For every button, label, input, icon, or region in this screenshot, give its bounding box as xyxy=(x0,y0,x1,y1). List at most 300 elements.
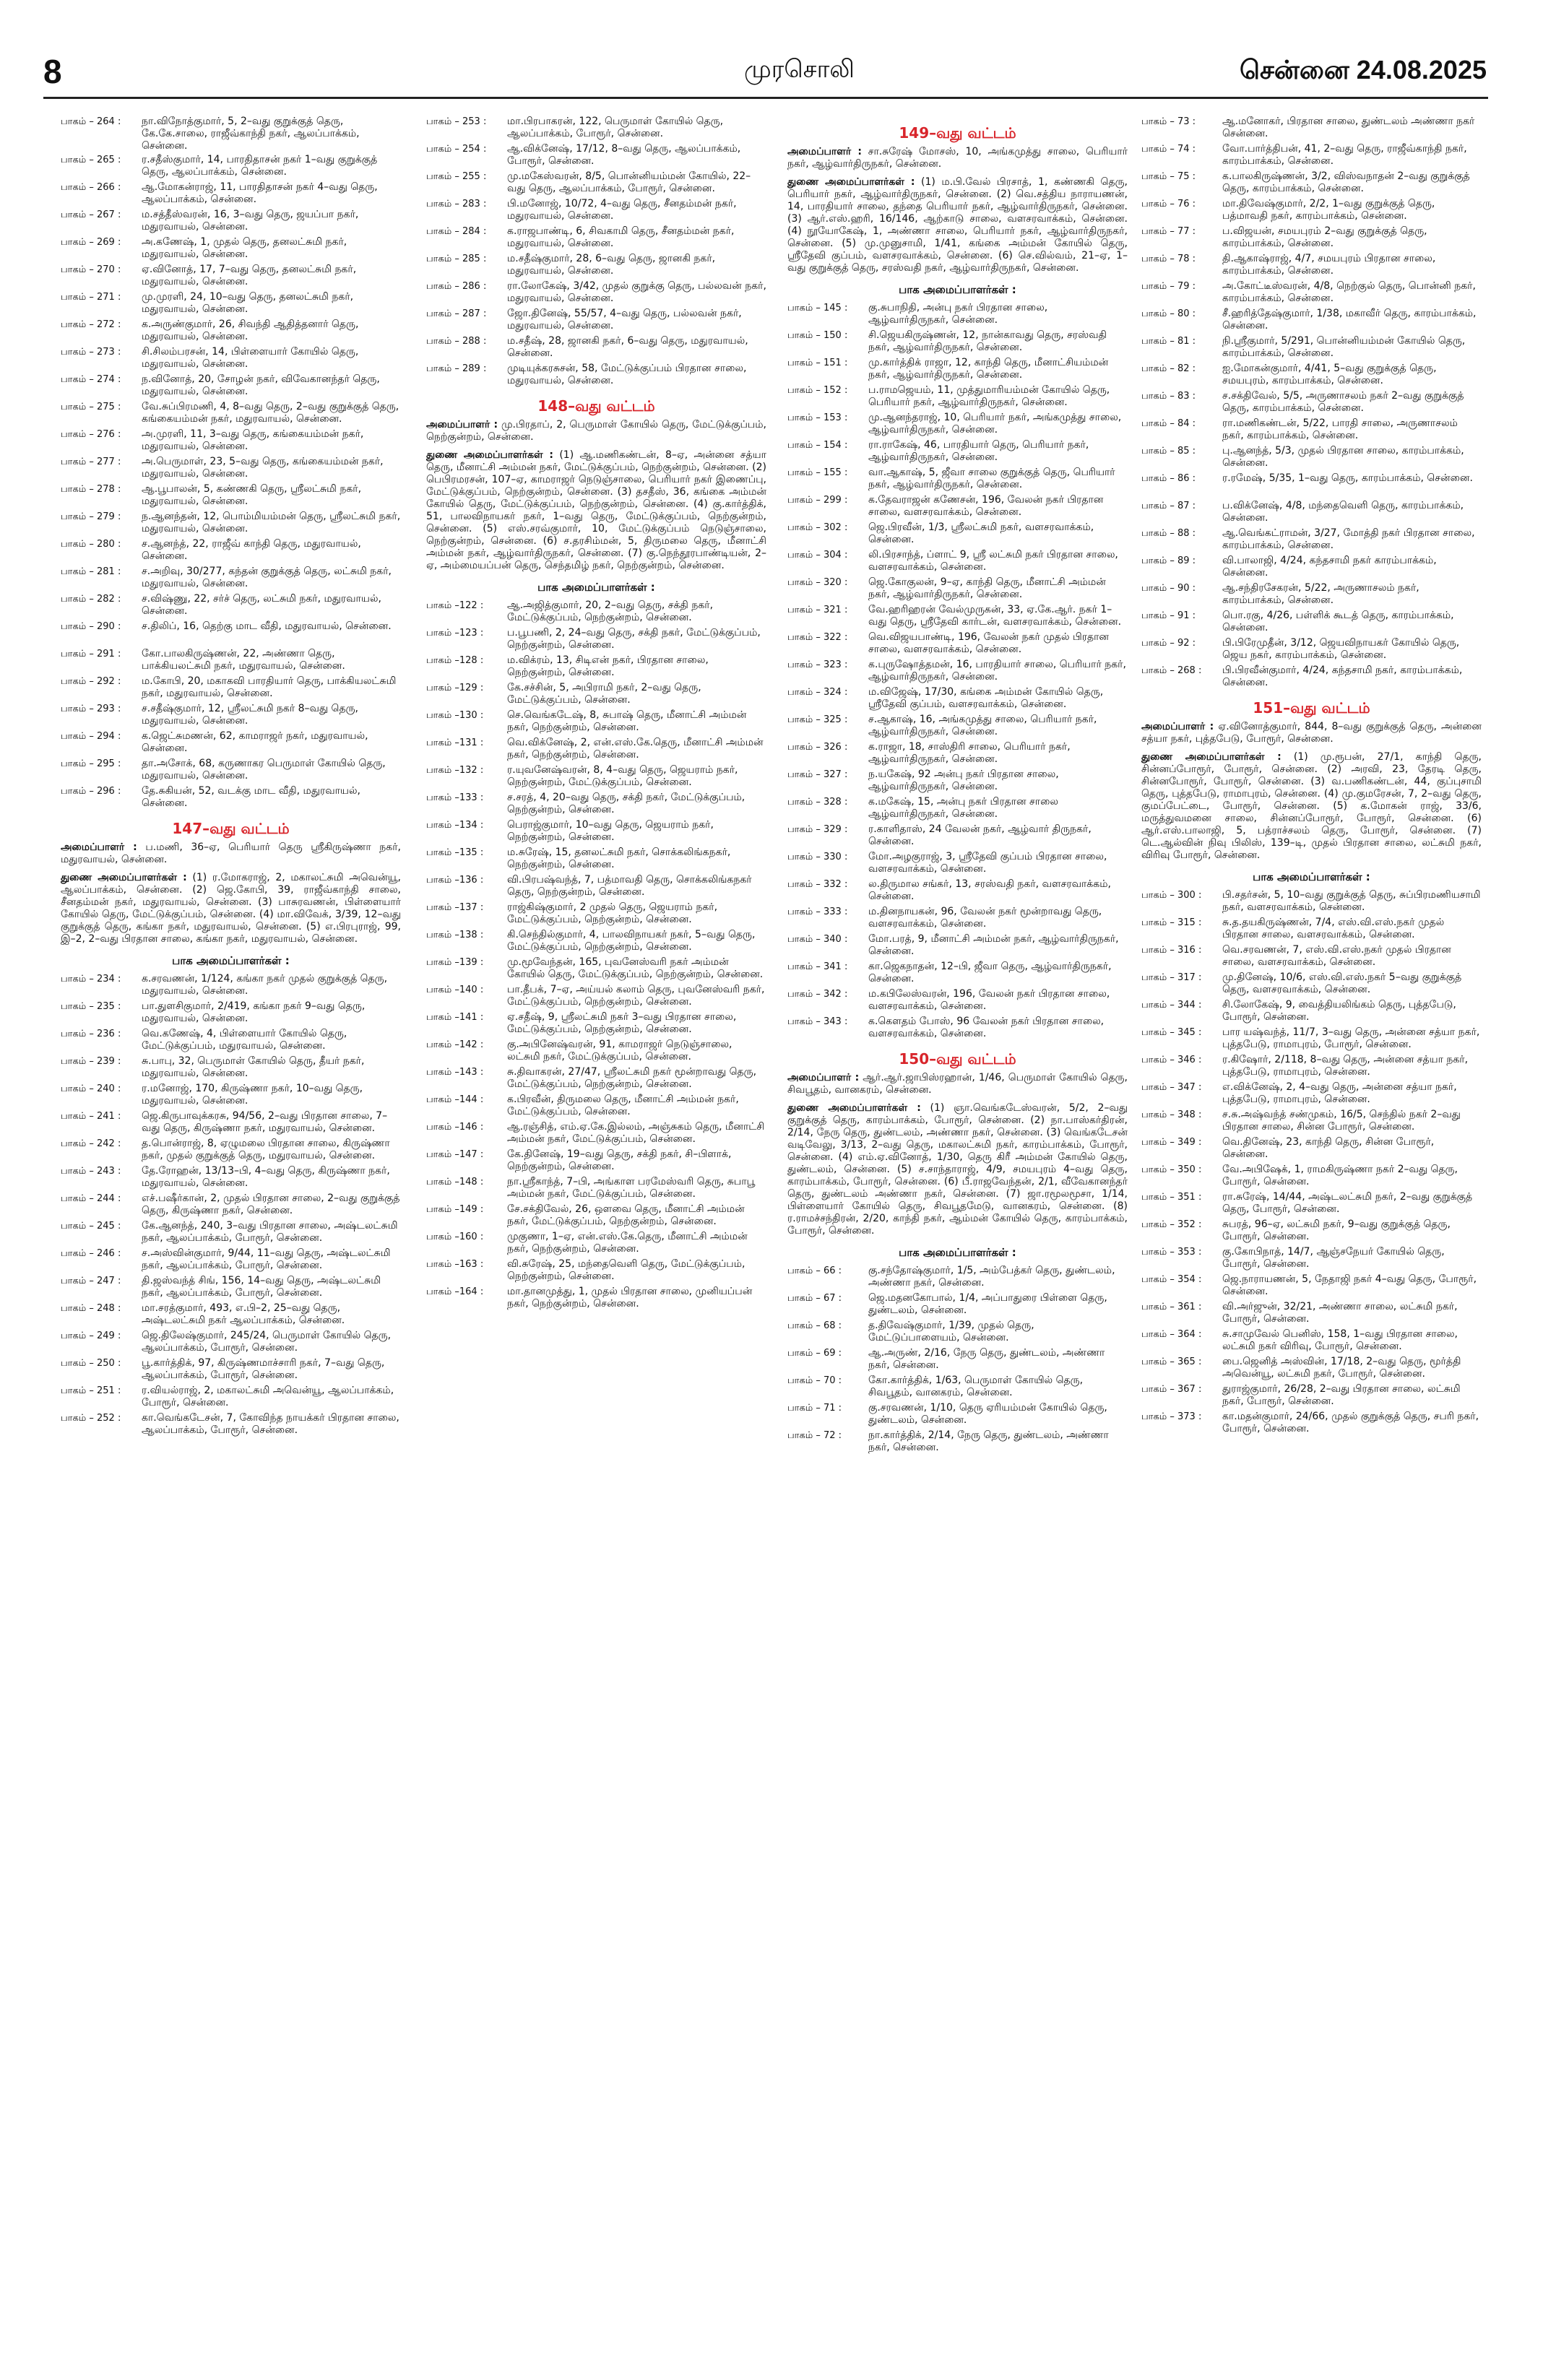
booth-organizer-address: வே.அபிஷேக், 1, ராமகிருஷ்ணா நகர் 2–வது தெரு, போரூர், சென்னை. xyxy=(1222,1164,1458,1187)
booth-organizer-address: ல.திருமால சங்கர், 13, சரஸ்வதி நகர், வளசரவாக்கம், சென்னை. xyxy=(868,878,1111,902)
booth-organizer-address: சி.சிலம்பரசன், 14, பிள்ளையார் கோயில் தெரு, மதுரவாயல், சென்னை. xyxy=(142,346,359,370)
ward-151-heading: 151–வது வட்டம் xyxy=(1253,699,1370,717)
booth-number: பாகம் – 327 : xyxy=(787,769,848,780)
booth-number: பாகம் – 85 : xyxy=(1141,446,1196,456)
booth-organizer-address: ச.சக்திவேல், 5/5, அருணாசலம் நகர் 2–வது குறுக்குத் தெரு, காரம்பாக்கம், சென்னை. xyxy=(1222,390,1464,414)
booth-organizer-address: பா.துளசிகுமார், 2/419, கங்கா நகர் 9–வது தெரு, மதுரவாயல், சென்னை. xyxy=(142,1000,366,1024)
booth-number: பாகம் – 82 : xyxy=(1141,363,1196,374)
booth-number: பாகம் – 286 : xyxy=(426,281,487,292)
ward-147-heading: 147–வது வட்டம் xyxy=(172,820,290,837)
booth-organizer-address: ம.சுரேஷ், 15, தனலட்சுமி நகர், சொக்கலிங்கநகர், நெற்குன்றம், சென்னை. xyxy=(507,847,731,870)
booth-number: பாகம் – 72 : xyxy=(787,1430,842,1441)
booth-number: பாகம் –122 : xyxy=(426,600,484,611)
booth-organizer-address: நா.கார்த்திக், 2/14, நேரு தெரு, துண்டலம், அண்ணா நகர், சென்னை. xyxy=(868,1429,1109,1453)
booth-entry xyxy=(426,709,766,735)
booth-number: பாகம் –128 : xyxy=(426,655,484,666)
booth-entry xyxy=(426,764,766,790)
booth-number: பாகம் – 81 : xyxy=(1141,336,1196,347)
booth-organizer-address: லி.பிரசாந்த், ப்ளாட் 9, ஸ்ரீ லட்சுமி நகர் பிரதான சாலை, வளசரவாக்கம், சென்னை. xyxy=(868,549,1118,573)
booth-entry xyxy=(1141,1054,1482,1080)
booth-entry xyxy=(1141,417,1482,443)
booth-number: பாகம் –164 : xyxy=(426,1286,484,1297)
booth-number: பாகம் – 341 : xyxy=(787,961,848,972)
booth-entry xyxy=(61,511,401,537)
booth-number: பாகம் – 346 : xyxy=(1141,1055,1202,1065)
booth-number: பாகம் – 269 : xyxy=(61,237,121,248)
booth-number: பாகம் – 239 : xyxy=(61,1056,121,1067)
booth-organizer-address: ஆ.அஜித்குமார், 20, 2–வது தெரு, சக்தி நகர், மேட்டுக்குப்பம், நெற்குன்றம், சென்னை. xyxy=(507,600,714,623)
booth-number: பாகம் – 353 : xyxy=(1141,1247,1202,1258)
ward-149-heading: 149–வது வட்டம் xyxy=(899,124,1016,142)
booth-number: பாகம் – 326 : xyxy=(787,742,848,753)
booth-number: பாகம் –143 : xyxy=(426,1067,484,1078)
booth-organizer-address: ம.சத்தீஸ்வரன், 16, 3–வது தெரு, ஜயப்பா நகர், மதுரவாயல், சென்னை. xyxy=(142,209,359,233)
booth-entry xyxy=(426,984,766,1010)
ward-147-booth-heading: பாக அமைப்பாளர்கள் : xyxy=(172,954,290,967)
booth-number: பாகம் – 299 : xyxy=(787,495,848,506)
booth-organizer-address: ர.மனோஜ், 170, கிருஷ்ணா நகர், 10–வது தெரு, மதுரவாயல், சென்னை. xyxy=(142,1083,363,1107)
booth-entry xyxy=(426,901,766,927)
booth-number: பாகம் – 245 : xyxy=(61,1221,121,1232)
booth-number: பாகம் – 340 : xyxy=(787,934,848,945)
booth-organizer-address: ர.சதீஸ்குமார், 14, பாரதிதாசன் நகர் 1–வது குறுக்குத் தெரு, ஆலப்பாக்கம், சென்னை. xyxy=(142,154,378,178)
booth-organizer-address: ஆ.அருண், 2/16, நேரு தெரு, துண்டலம், அண்ணா நகர், சென்னை. xyxy=(868,1347,1105,1371)
booth-number: பாகம் – 90 : xyxy=(1141,583,1196,594)
booth-number: பாகம் – 154 : xyxy=(787,440,848,451)
booth-number: பாகம் – 352 : xyxy=(1141,1219,1202,1230)
booth-entry xyxy=(1141,445,1482,471)
booth-entry xyxy=(426,170,766,196)
booth-number: பாகம் –163 : xyxy=(426,1259,484,1270)
booth-organizer-address: தே.ரோஹன், 13/13–பி, 4–வது தெரு, கிருஷ்ணா நகர், மதுரவாயல், சென்னை. xyxy=(142,1165,390,1189)
booth-number: பாகம் – 282 : xyxy=(61,594,121,605)
booth-entry xyxy=(61,758,401,784)
booth-entry xyxy=(787,1292,1128,1318)
booth-organizer-address: க.ராஜா, 18, சாஸ்திரி சாலை, பெரியார் நகர், ஆழ்வார்திருநகர், சென்னை. xyxy=(868,741,1071,765)
booth-organizer-address: மோ.அழகுராஜ், 3, ஸ்ரீதேவி குப்பம் பிரதான சாலை, வளசரவாக்கம், சென்னை. xyxy=(868,851,1107,875)
booth-organizer-address: கு.கோபிநாத், 14/7, ஆஞ்சநேயர் கோயில் தெரு, போரூர், சென்னை. xyxy=(1222,1246,1445,1270)
booth-number: பாகம் –148 : xyxy=(426,1177,484,1187)
booth-entry xyxy=(787,522,1128,548)
booth-entry xyxy=(1141,1356,1482,1382)
booth-number: பாகம் – 150 : xyxy=(787,330,848,341)
booth-entry xyxy=(787,961,1128,987)
booth-organizer-address: க.பாலகிருஷ்ணன், 3/2, விஸ்வநாதன் 2–வது குறுக்குத் தெரு, காரம்பாக்கம், சென்னை. xyxy=(1222,170,1470,194)
booth-number: பாகம் –144 : xyxy=(426,1094,484,1105)
booth-organizer-address: மு.ஆனந்தராஜ், 10, பெரியார் நகர், அங்கமுத்து சாலை, ஆழ்வார்திருநகர், சென்னை. xyxy=(868,412,1122,436)
ward-147-deputies: துணை அமைப்பாளர்கள் : (1) ர.மோகராஜ், 2, மகாலட்சுமி அவென்யூ, ஆலப்பாக்கம், சென்னை. (2) ஜெ.கோபி, 39, ராஜீவ்காந்தி சாலை, சீனதம்மன் நகர், மதுரவாயல், சென்னை. (3) பாசுரவணன், பிள்ளையார் கோயில் தெரு, மேட்டுக்குப்பம், சென்னை. (4) மா.விவேக், 3/39, 12–வது குறுக்குத் தெரு, கங்கா நகர், மதுரவாயல், சென்னை. (5) எ.பிரபுராஜ், 99, இ–2, 2–வது பிரதான சாலை, கங்கா நகர், மதுரவாயல், சென்னை. xyxy=(61,872,401,945)
booth-organizer-address: கே.தினேஷ், 19–வது தெரு, சக்தி நகர், சி–பிளாக், நெற்குன்றம், சென்னை. xyxy=(507,1148,732,1172)
booth-organizer-address: வி.சுரேஷ், 25, மந்தைவெளி தெரு, மேட்டுக்குப்பம், நெற்குன்றம், சென்னை. xyxy=(507,1258,745,1282)
booth-number: பாகம் – 373 : xyxy=(1141,1411,1202,1422)
booth-entry xyxy=(1141,999,1482,1025)
booth-number: பாகம் – 241 : xyxy=(61,1111,121,1122)
booth-organizer-address: ராஜ்கிஷ்குமார், 2 முதல் தெரு, ஜெயராம் நகர், மேட்டுக்குப்பம், நெற்குன்றம், சென்னை. xyxy=(507,901,718,925)
booth-entry xyxy=(61,648,401,674)
booth-number: பாகம் – 243 : xyxy=(61,1166,121,1177)
booth-entry xyxy=(1141,198,1482,224)
booth-organizer-address: அ.கணேஷ், 1, முதல் தெரு, தனலட்சுமி நகர், மதுரவாயல், சென்னை. xyxy=(142,236,347,260)
booth-entry xyxy=(61,1357,401,1383)
booth-organizer-address: ஜெ.மதனகோபால், 1/4, அப்பாதுரை பிள்ளை தெரு, துண்டலம், சென்னை. xyxy=(868,1292,1107,1316)
booth-entry xyxy=(1141,527,1482,553)
booth-entry xyxy=(787,796,1128,822)
booth-organizer-address: ஆ.மனோகர், பிரதான சாலை, துண்டலம் அண்ணா நகர் சென்னை. xyxy=(1222,116,1475,139)
booth-entry xyxy=(426,956,766,982)
booth-organizer-address: ர.யுவனேஷ்வரன், 8, 4–வது தெரு, ஜெயராம் நகர், நெற்குன்றம், மேட்டுக்குப்பம், சென்னை. xyxy=(507,764,738,788)
booth-entry xyxy=(426,1176,766,1202)
booth-organizer-address: அ.பெருமாள், 23, 5–வது தெரு, கங்கையம்மன் நகர், மதுரவாயல், சென்னை. xyxy=(142,456,384,480)
booth-number: பாகம் – 151 : xyxy=(787,358,848,368)
booth-organizer-address: ச.அஸ்வின்குமார், 9/44, 11–வது தெரு, அஷ்டலட்சுமி நகர், ஆலப்பாக்கம், போரூர், சென்னை. xyxy=(142,1247,391,1271)
booth-organizer-address: த.திவேஷ்குமார், 1/39, முதல் தெரு, மேட்டுப்பாளையம், சென்னை. xyxy=(868,1320,1034,1343)
booth-entry xyxy=(426,847,766,873)
booth-organizer-address: கோ.கார்த்திக், 1/63, பெருமாள் கோயில் தெரு, சிவபூதம், வானகரம், சென்னை. xyxy=(868,1375,1084,1398)
booth-number: பாகம் – 280 : xyxy=(61,539,121,550)
booth-organizer-address: மு.மகேஸ்வரன், 8/5, பொன்னியம்மன் கோயில், 22–வது தெரு, ஆலப்பாக்கம், போரூர், சென்னை. xyxy=(507,170,751,194)
booth-organizer-address: மா.சரத்குமார், 493, எ.பி–2, 25–வது தெரு, அஷ்டலட்சுமி நகர் ஆலப்பாக்கம், சென்னை. xyxy=(142,1302,345,1326)
booth-number: பாகம் – 74 : xyxy=(1141,144,1196,155)
booth-number: பாகம் – 265 : xyxy=(61,155,121,165)
booth-entry xyxy=(426,819,766,845)
booth-number: பாகம் – 79 : xyxy=(1141,281,1196,292)
booth-organizer-address: பி.பிரேமுதீன், 3/12, ஜெயவிநாயகர் கோயில் தெரு, ஜெய நகர், காரம்பாக்கம், சென்னை. xyxy=(1222,637,1460,661)
booth-organizer-address: ஆ.விக்னேஷ், 17/12, 8–வது தெரு, ஆலப்பாக்கம், போரூர், சென்னை. xyxy=(507,143,741,167)
booth-organizer-address: அ.கோட்டீஸ்வரன், 4/8, நெற்குல் தெரு, பொன்னி நகர், காரம்பாக்கம், சென்னை. xyxy=(1222,280,1476,304)
booth-number: பாகம் – 316 : xyxy=(1141,945,1202,956)
booth-organizer-address: ம.கபிலேஸ்வரன், 196, வேலன் நகர் பிரதான சாலை, வளசரவாக்கம், சென்னை. xyxy=(868,988,1110,1012)
booth-entry xyxy=(787,1016,1128,1042)
booth-number: பாகம் –123 : xyxy=(426,628,484,639)
booth-number: பாகம் –131 : xyxy=(426,737,484,748)
booth-entry xyxy=(1141,1411,1482,1437)
booth-entry xyxy=(787,384,1128,410)
booth-entry xyxy=(61,373,401,399)
booth-organizer-address: கி.செந்தில்குமார், 4, பாலவிநாயகர் நகர், 5–வது தெரு, மேட்டுக்குப்பம், நெற்குன்றம், சென்னை. xyxy=(507,929,756,953)
booth-entry xyxy=(61,1083,401,1109)
booth-entry xyxy=(787,1347,1128,1373)
booth-entry xyxy=(787,439,1128,465)
booth-number: பாகம் – 321 : xyxy=(787,605,848,615)
booth-entry xyxy=(787,1429,1128,1455)
booth-organizer-address: ரா.லோகேஷ், 3/42, முதல் குறுக்கு தெரு, பல்லவன் நகர், மதுரவாயல், சென்னை. xyxy=(507,280,766,304)
booth-entry xyxy=(61,620,401,646)
booth-organizer-address: பூ.கார்த்திக், 97, கிருஷ்ணமாச்சாரி நகர், 7–வது தெரு, ஆலப்பாக்கம், போரூர், சென்னை. xyxy=(142,1357,385,1381)
booth-number: பாகம் – 236 : xyxy=(61,1029,121,1039)
booth-number: பாகம் –142 : xyxy=(426,1039,484,1050)
booth-entry xyxy=(426,682,766,708)
booth-entry xyxy=(426,308,766,334)
booth-entry xyxy=(61,1385,401,1411)
column-4 xyxy=(1141,116,1482,2366)
booth-organizer-address: ச.ஆகாஷ், 16, அங்கமுத்து சாலை, பெரியார் நகர், ஆழ்வார்திருநகர், சென்னை. xyxy=(868,714,1097,737)
booth-organizer-address: கே.ஆனந்த், 240, 3–வது பிரதான சாலை, அஷ்டலட்சுமி நகர், ஆலப்பாக்கம், போரூர், சென்னை. xyxy=(142,1220,398,1244)
booth-organizer-address: துராஜ்குமார், 26/28, 2–வது பிரதான சாலை, லட்சுமி நகர், போரூர், சென்னை. xyxy=(1222,1383,1461,1407)
booth-number: பாகம் – 348 : xyxy=(1141,1109,1202,1120)
booth-entry xyxy=(1141,1328,1482,1354)
booth-organizer-address: பி.சதர்சன், 5, 10–வது குறுக்குத் தெரு, சுப்பிரமணியசாமி நகர், வளசரவாக்கம், சென்னை. xyxy=(1222,889,1481,913)
booth-number: பாகம் – 325 : xyxy=(787,714,848,725)
booth-organizer-address: கு.சுபாநிதி, அன்பு நகர் பிரதான சாலை, ஆழ்வார்திருநகர், சென்னை. xyxy=(868,302,1048,326)
booth-number: பாகம் – 342 : xyxy=(787,989,848,1000)
booth-entry xyxy=(1141,582,1482,608)
booth-number: பாகம் – 274 : xyxy=(61,374,121,385)
booth-organizer-address: ச.அறிவு, 30/277, கந்தன் குறுக்குத் தெரு, லட்சுமி நகர், மதுரவாயல், சென்னை. xyxy=(142,566,392,589)
booth-number: பாகம் – 294 : xyxy=(61,731,121,742)
booth-entry xyxy=(61,1302,401,1328)
booth-organizer-address: ஜெ.கோகுலன், 9–ஏ, காந்தி தெரு, மீனாட்சி அம்மன் நகர், ஆழ்வார்திருநகர், சென்னை. xyxy=(868,576,1106,600)
booth-entry xyxy=(61,1165,401,1191)
booth-organizer-address: முடியுக்கரசுசன், 58, மேட்டுக்குப்பம் பிரதான சாலை, மதுரவாயல், சென்னை. xyxy=(507,363,747,386)
booth-organizer-address: க.ஜெட்சுமணன், 62, காமராஜர் நகர், மதுரவாயல், சென்னை. xyxy=(142,730,368,754)
booth-number: பாகம் – 283 : xyxy=(426,199,487,209)
booth-organizer-address: பா.தீபக், 7–ஏ, அய்யல் கலாம் தெரு, புவனேஸ்வரி நகர், மேட்டுக்குப்பம், நெற்குன்றம், சென்னை. xyxy=(507,984,765,1008)
ward-150-organizer: அமைப்பாளர் : ஆர்.ஆர்.ஜாபிஸ்ரஹான், 1/46, பெருமாள் கோயில் தெரு, சிவபூதம், வானகரம், சென்னை. xyxy=(787,1072,1128,1096)
booth-entry xyxy=(787,823,1128,849)
ward-148-organizer: அமைப்பாளர் : மு.பிரதாப், 2, பெருமாள் கோயில் தெரு, மேட்டுக்குப்பம், நெற்குன்றம், சென்னை. xyxy=(426,419,766,443)
booth-number: பாகம் – 367 : xyxy=(1141,1384,1202,1395)
booth-number: பாகம் – 276 : xyxy=(61,429,121,440)
booth-entry xyxy=(426,225,766,251)
booth-entry xyxy=(1141,472,1482,498)
booth-organizer-address: ந.வினோத், 20, சோழன் நகர், விவேகானந்தர் தெரு, மதுரவாயல், சென்னை. xyxy=(142,373,380,397)
booth-number: பாகம் – 332 : xyxy=(787,879,848,890)
booth-number: பாகம் – 255 : xyxy=(426,171,487,182)
ward-149-deputies: துணை அமைப்பாளர்கள் : (1) ம.பி.வேல் பிரசாத், 1, கண்ணகி தெரு, பெரியார் நகர், ஆழ்வார்திருநகர், சென்னை. (2) வெ.சத்திய நாராயணன், 14, பாரதியார் சாலை, தந்தை பெரியார் நகர், ஆழ்வார்திருநகர், சென்னை. (3) ஆர்.எஸ்.ஹரி, 16/146, ஆற்காடு சாலை, வளசரவாக்கம், சென்னை. (4) நூயோகேஷ், 1, அண்ணா சாலை, பெரியார் நகர், ஆழ்வார்திருநகர், சென்னை. (5) மு.முனுசாமி, 1/41, கங்கை அம்மன் கோயில் தெரு, ஸ்ரீதேவி குப்பம், வளசரவாக்கம், சென்னை. (6) செ.வில்வம், 21–ஏ, 1–வது குறுக்குத் தெரு, சரஸ்வதி நகர், ஆழ்வார்திருநகர், சென்னை. xyxy=(787,176,1128,274)
booth-number: பாகம் – 88 : xyxy=(1141,528,1196,539)
booth-number: பாகம் – 270 : xyxy=(61,264,121,275)
booth-organizer-address: மா.பிரபாகரன், 122, பெருமாள் கோயில் தெரு, ஆலப்பாக்கம், போரூர், சென்னை. xyxy=(507,116,724,139)
booth-organizer-address: தா.அசோக், 68, கருணாகர பெருமாள் கோயில் தெரு, மதுரவாயல், சென்னை. xyxy=(142,758,386,782)
booth-organizer-address: சு.த.தயகிருஷ்ணன், 7/4, எஸ்.வி.எஸ்.நகர் முதல் பிரதான சாலை, வளசரவாக்கம், சென்னை. xyxy=(1222,917,1445,940)
booth-entry xyxy=(426,929,766,955)
booth-entry xyxy=(1141,280,1482,306)
booth-entry xyxy=(426,116,766,142)
booth-organizer-address: ஆ.சந்திரசேகரன், 5/22, அருணாசலம் நகர், காரம்பாக்கம், சென்னை. xyxy=(1222,582,1419,606)
booth-number: பாகம் – 87 : xyxy=(1141,501,1196,511)
booth-organizer-address: ரா.சுரேஷ், 14/44, அஷ்டலட்சுமி நகர், 2–வது குறுக்குத் தெரு, போரூர், சென்னை. xyxy=(1222,1191,1473,1215)
booth-number: பாகம் – 234 : xyxy=(61,974,121,985)
ward-150-deputies: துணை அமைப்பாளர்கள் : (1) ஞா.வெங்கடேஸ்வரன், 5/2, 2–வது குறுக்குத் தெரு, காரம்பாக்கம், போரூர், சென்னை. (2) நா.பாஸ்கர்திரன், 2/14, நேரு தெரு, துண்டலம், அண்ணா நகர், சென்னை. (3) வெங்கடேசன் வடிவேலு, 3/13, 2–வது தெரு, மகாலட்சுமி நகர், காரம்பாக்கம், போரூர், சென்னை. (4) எம்.ஏ.வினோத், 1/30, தெரு கிரீ அம்மன் கோயில் தெரு, துண்டலம், சென்னை. (5) ச.சாந்தாராஜ், 4/9, சமயபுரம் 4–வது தெரு, காரம்பாக்கம், போரூர், சென்னை. (6) பீ.ராஜவேந்தன், 2/1, வீவேகானந்தர் தெரு, துண்டலம் அண்ணா நகர், சென்னை. (7) ஜா.ரமூலமூசா, 1/14, பிள்ளையார் கோயில் தெரு, சிவபூதமேடு, வானகரம், சென்னை. (8) ர.ராமச்சந்திரன், 2/20, காந்தி நகர், ஆம்மன் கோயில் தெரு, காரம்பாக்கம், போரூர், சென்னை. xyxy=(787,1102,1128,1237)
booth-organizer-address: மு.தினேஷ், 10/6, எஸ்.வி.எஸ்.நகர் 5–வது குறுக்குத் தெரு, வளசரவாக்கம், சென்னை. xyxy=(1222,972,1462,995)
booth-entry xyxy=(787,467,1128,493)
booth-entry xyxy=(61,730,401,756)
booth-organizer-address: சு.பாபு, 32, பெருமாள் கோயில் தெரு, தீயர் நகர், மதுரவாயல், சென்னை. xyxy=(142,1055,365,1079)
booth-organizer-address: வெ.விக்னேஷ், 2, என்.எஸ்.கே.தெரு, மீனாட்சி அம்மன் நகர், நெற்குன்றம், சென்னை. xyxy=(507,737,764,761)
ward-148-heading: 148–வது வட்டம் xyxy=(537,397,655,415)
booth-number: பாகம் – 330 : xyxy=(787,852,848,862)
column-3 xyxy=(787,116,1128,2366)
booth-number: பாகம் – 91 : xyxy=(1141,610,1196,621)
booth-entry xyxy=(426,627,766,653)
booth-organizer-address: தி.ஜஸ்வந்த் சிங், 156, 14–வது தெரு, அஷ்டலட்சுமி நகர், ஆலப்பாக்கம், போரூர், சென்னை. xyxy=(142,1275,381,1299)
booth-entry xyxy=(1141,500,1482,526)
booth-entry xyxy=(426,1231,766,1257)
booth-organizer-address: ஆ.ரஞ்சித், எம்.ஏ.கே.இல்லம், அஞ்சுகம் தெரு, மீனாட்சி அம்மன் நகர், மேட்டுக்குப்பம், சென்னை. xyxy=(507,1121,765,1145)
booth-number: பாகம் – 80 : xyxy=(1141,308,1196,319)
booth-organizer-address: ப.பூபணி, 2, 24–வது தெரு, சக்தி நகர், மேட்டுக்குப்பம், நெற்குன்றம், சென்னை. xyxy=(507,627,761,651)
column-2 xyxy=(426,116,766,2366)
masthead-rule xyxy=(43,97,1488,99)
booth-organizer-address: ஜெ.நாராயணன், 5, நேதாஜி நகர் 4–வது தெரு, போரூர், சென்னை. xyxy=(1222,1273,1477,1297)
booth-organizer-address: ச.சதீஷ்குமார், 12, ஸ்ரீலட்சுமி நகர் 8–வது தெரு, மதுரவாயல், சென்னை. xyxy=(142,703,358,727)
booth-organizer-address: மா.தானமுத்து, 1, முதல் பிரதான சாலை, முனியப்பன் நகர், நெற்குன்றம், சென்னை. xyxy=(507,1286,753,1310)
booth-entry xyxy=(61,785,401,811)
booth-organizer-address: க.கௌதம் போஸ், 96 வேலன் நகர் பிரதான சாலை, வளசரவாக்கம், சென்னை. xyxy=(868,1016,1105,1039)
booth-organizer-address: முகுணா, 1–ஏ, என்.எஸ்.கே.தெரு, மீனாட்சி அம்மன் நகர், நெற்குன்றம், சென்னை. xyxy=(507,1231,748,1255)
booth-number: பாகம் –139 : xyxy=(426,957,484,968)
booth-entry xyxy=(787,851,1128,877)
booth-organizer-address: சி.ஜெயகிருஷ்ணன், 12, நான்காவது தெரு, சரஸ்வதி நகர், ஆழ்வார்திருநகர், சென்னை. xyxy=(868,329,1107,353)
booth-number: பாகம் – 350 : xyxy=(1141,1164,1202,1175)
booth-number: பாகம் – 247 : xyxy=(61,1276,121,1286)
booth-number: பாகம் – 296 : xyxy=(61,786,121,797)
booth-entry xyxy=(61,1247,401,1273)
booth-entry xyxy=(61,291,401,317)
booth-organizer-address: ப.விக்னேஷ், 4/8, மந்தைவெளி தெரு, காரம்பாக்கம், சென்னை. xyxy=(1222,500,1464,524)
booth-organizer-address: ஜோ.தினேஷ், 55/57, 4–வது தெரு, பல்லவன் நகர், மதுரவாயல், சென்னை. xyxy=(507,308,742,332)
booth-entry xyxy=(61,116,401,152)
booth-entry xyxy=(426,335,766,361)
booth-entry xyxy=(426,280,766,306)
booth-number: பாகம் – 248 : xyxy=(61,1303,121,1314)
booth-organizer-address: க.மகேஷ், 15, அன்பு நகர் பிரதான சாலை ஆழ்வார்திருநகர், சென்னை. xyxy=(868,796,1058,820)
booth-number: பாகம் – 344 : xyxy=(1141,1000,1202,1011)
booth-entry xyxy=(426,198,766,224)
booth-organizer-address: எச்.பஷீர்கான், 2, முதல் பிரதான சாலை, 2–வது குறுக்குத் தெரு, கிருஷ்ணா நகர், சென்னை. xyxy=(142,1193,400,1216)
booth-number: பாகம் – 153 : xyxy=(787,412,848,423)
ward-150-heading: 150–வது வட்டம் xyxy=(899,1050,1016,1068)
booth-entry xyxy=(1141,143,1482,169)
booth-organizer-address: கு.சரவணன், 1/10, தெரு ஏரியம்மன் கோயில் தெரு, துண்டலம், சென்னை. xyxy=(868,1402,1107,1426)
booth-number: பாகம் – 84 : xyxy=(1141,418,1196,429)
booth-organizer-address: வெ.கணேஷ், 4, பிள்ளையார் கோயில் தெரு, மேட்டுக்குப்பம், மதுரவாயல், சென்னை. xyxy=(142,1028,347,1052)
edition-city-date: சென்னை 24.08.2025 xyxy=(1239,55,1487,85)
booth-entry xyxy=(61,401,401,427)
booth-organizer-address: த.பொன்ராஜ், 8, ஏழுமலை பிரதான சாலை, கிருஷ்ணா நகர், முதல் குறுக்குத் தெரு, மதுரவாயல், சென்னை. xyxy=(142,1138,390,1161)
booth-number: பாகம் – 349 : xyxy=(1141,1137,1202,1148)
booth-organizer-address: ந.ஆனந்தன், 12, பொம்மியம்மன் தெரு, ஸ்ரீலட்சுமி நகர், மதுரவாயல், சென்னை. xyxy=(142,511,401,535)
booth-organizer-address: க.தேவராஜன் கணேசன், 196, வேலன் நகர் பிரதான சாலை, வளசரவாக்கம், சென்னை. xyxy=(868,494,1104,518)
booth-organizer-address: பார யஷ்வந்த், 11/7, 3–வது தெரு, அன்னை சத்யா நகர், புத்தபேடு, ராமாபுரம், போரூர், சென்னை. xyxy=(1222,1026,1480,1050)
booth-organizer-address: ந.யகேஷ், 92 அன்பு நகர் பிரதான சாலை, ஆழ்வார்திருநகர், சென்னை. xyxy=(868,769,1059,792)
booth-entry xyxy=(1141,1081,1482,1107)
booth-entry xyxy=(61,428,401,454)
booth-number: பாகம் – 328 : xyxy=(787,797,848,808)
booth-entry xyxy=(61,1412,401,1438)
booth-entry xyxy=(787,686,1128,712)
page-number: 8 xyxy=(43,53,62,90)
booth-number: பாகம் – 275 : xyxy=(61,402,121,412)
booth-entry xyxy=(1141,917,1482,943)
booth-organizer-address: ம.சதீஷ்குமார், 28, 6–வது தெரு, ஜானகி நகர், மதுரவாயல், சென்னை. xyxy=(507,253,716,277)
booth-entry xyxy=(1141,889,1482,915)
booth-entry xyxy=(1141,637,1482,663)
booth-entry xyxy=(1141,1164,1482,1190)
booth-number: பாகம் – 73 : xyxy=(1141,116,1196,127)
booth-organizer-address: ச.சு.அஷ்வந்த் சண்முகம், 16/5, செந்தில் நகர் 2–வது பிரதான சாலை, சின்ன போரூர், சென்னை. xyxy=(1222,1109,1461,1133)
booth-number: பாகம் – 246 : xyxy=(61,1248,121,1259)
booth-organizer-address: ஆ.வெங்கட்ராமன், 3/27, மோத்தி நகர் பிரதான சாலை, காரம்பாக்கம், சென்னை. xyxy=(1222,527,1475,551)
booth-organizer-address: க.பிரவீன், திருமலை தெரு, மீனாட்சி அம்மன் நகர், மேட்டுக்குப்பம், சென்னை. xyxy=(507,1094,739,1117)
booth-organizer-address: சே.சக்திவேல், 26, ஒளவை தெரு, மீனாட்சி அம்மன் நகர், மேட்டுக்குப்பம், நெற்குன்றம், சென்னை. xyxy=(507,1203,745,1227)
booth-organizer-address: ரா.மணிகண்டன், 5/22, பாரதி சாலை, அருணாசலம் நகர், காரம்பாக்கம், சென்னை. xyxy=(1222,417,1458,441)
booth-number: பாகம் – 351 : xyxy=(1141,1192,1202,1203)
booth-entry xyxy=(1141,1136,1482,1162)
booth-organizer-address: சு.திவாகரன், 27/47, ஸ்ரீலட்சுமி நகர் மூன்றாவது தெரு, மேட்டுக்குப்பம், நெற்குன்றம், சென்னை. xyxy=(507,1066,757,1090)
booth-organizer-address: பு.ஆனந்த், 5/3, முதல் பிரதான சாலை, காரம்பாக்கம், சென்னை. xyxy=(1222,445,1464,469)
booth-organizer-address: மா.திவேஷ்குமார், 2/2, 1–வது குறுக்குத் தெரு, பத்மாவதி நகர், காரம்பாக்கம், சென்னை. xyxy=(1222,198,1435,222)
booth-entry xyxy=(426,1039,766,1065)
booth-entry xyxy=(787,412,1128,438)
booth-organizer-address: ஏ.சதீஷ், 9, ஸ்ரீலட்சுமி நகர் 3–வது பிரதான சாலை, மேட்டுக்குப்பம், நெற்குன்றம், சென்னை. xyxy=(507,1011,737,1035)
booth-organizer-address: பை.ஜெனித் அஸ்வின், 17/18, 2–வது தெரு, மூர்த்தி அவென்யூ, லட்சுமி நகர், போரூர், சென்னை. xyxy=(1222,1356,1461,1380)
booth-number: பாகம் – 287 : xyxy=(426,308,487,319)
booth-entry xyxy=(61,209,401,235)
booth-entry xyxy=(426,1148,766,1174)
booth-entry xyxy=(426,1203,766,1229)
booth-entry xyxy=(61,1138,401,1164)
booth-number: பாகம் – 77 : xyxy=(1141,226,1196,237)
booth-entry xyxy=(1141,1026,1482,1052)
booth-entry xyxy=(787,1265,1128,1291)
booth-organizer-address: ர.வியல்ராஜ், 2, மகாலட்சுமி அவென்யூ, ஆலப்பாக்கம், போரூர், சென்னை. xyxy=(142,1385,394,1408)
booth-organizer-address: ச.ஆனந்த், 22, ராஜீவ் காந்தி தெரு, மதுரவாயல், சென்னை. xyxy=(142,538,361,562)
booth-entry xyxy=(61,1275,401,1301)
booth-organizer-address: க.ராஜபாண்டி, 6, சிவகாமி தெரு, சீனதம்மன் நகர், மதுரவாயல், சென்னை. xyxy=(507,225,735,249)
booth-number: பாகம் – 268 : xyxy=(1141,665,1202,676)
booth-organizer-address: க.அருண்குமார், 26, சிவந்தி ஆதித்தனார் தெரு, மதுரவாயல், சென்னை. xyxy=(142,319,359,342)
booth-entry xyxy=(787,1375,1128,1401)
booth-number: பாகம் – 322 : xyxy=(787,632,848,643)
booth-entry xyxy=(1141,665,1482,691)
booth-number: பாகம் –138 : xyxy=(426,930,484,940)
booth-number: பாகம் – 333 : xyxy=(787,906,848,917)
booth-entry xyxy=(787,933,1128,959)
booth-organizer-address: ஜெ.பிரவீன், 1/3, ஸ்ரீலட்சுமி நகர், வளசரவாக்கம், சென்னை. xyxy=(868,522,1094,545)
booth-organizer-address: தி.ஆகாஷ்ராஜ், 4/7, சமயபுரம் பிரதான சாலை, காரம்பாக்கம், சென்னை. xyxy=(1222,253,1436,277)
booth-organizer-address: சி.லோகேஷ், 9, வைத்தியலிங்கம் தெரு, புத்தபேடு, போரூர், சென்னை. xyxy=(1222,999,1456,1023)
booth-organizer-address: ஏ.வினோத், 17, 7–வது தெரு, தனலட்சுமி நகர், மதுரவாயல், சென்னை. xyxy=(142,264,357,287)
booth-entry xyxy=(1141,1191,1482,1217)
booth-organizer-address: ம.தினநாயகன், 96, வேலன் நகர் மூன்றாவது தெரு, வளசரவாக்கம், சென்னை. xyxy=(868,906,1102,930)
booth-organizer-address: அ.முரளி, 11, 3–வது தெரு, கங்கையம்மன் நகர், மதுரவாயல், சென்னை. xyxy=(142,428,364,452)
booth-organizer-address: மு.கார்த்திக் ராஜா, 12, காந்தி தெரு, மீனாட்சியம்மன் நகர், ஆழ்வார்திருநகர், சென்னை. xyxy=(868,357,1109,381)
booth-organizer-address: சுபரத், 96–ஏ, லட்சுமி நகர், 9–வது குறுக்குத் தெரு, போரூர், சென்னை. xyxy=(1222,1219,1451,1242)
booth-number: பாகம் –137 : xyxy=(426,902,484,913)
booth-number: பாகம் –132 : xyxy=(426,765,484,776)
booth-organizer-address: நி.ஸ்ரீகுமார், 5/291, பொன்னியம்மன் கோயில் தெரு, காரம்பாக்கம், சென்னை. xyxy=(1222,335,1466,359)
booth-number: பாகம் – 277 : xyxy=(61,456,121,467)
booth-organizer-address: மு.மூவேந்தன், 165, புவனேஸ்வரி நகர் அம்மன் கோயில் தெரு, மேட்டுக்குப்பம், நெற்குன்றம், சென்னை. xyxy=(507,956,764,980)
booth-entry xyxy=(1141,1246,1482,1272)
booth-entry xyxy=(61,1193,401,1219)
booth-number: பாகம் – 317 : xyxy=(1141,972,1202,983)
booth-number: பாகம் – 323 : xyxy=(787,659,848,670)
ward-147-organizer: அமைப்பாளர் : ப.மணி, 36–ஏ, பெரியார் தெரு ஸ்ரீகிருஷ்ணா நகர், மதுரவாயல், சென்னை. xyxy=(61,841,401,865)
booth-entry xyxy=(1141,390,1482,416)
booth-number: பாகம் – 75 : xyxy=(1141,171,1196,182)
booth-organizer-address: நா.ஸ்ரீகாந்த், 7–பி, அங்காள பரமேஸ்வரி தெரு, சுபாபூ அம்மன் நகர், மேட்டுக்குப்பம், சென்னை. xyxy=(507,1176,756,1200)
booth-number: பாகம் – 155 : xyxy=(787,467,848,478)
booth-number: பாகம் – 242 : xyxy=(61,1138,121,1149)
booth-entry xyxy=(787,659,1128,685)
booth-entry xyxy=(61,675,401,701)
booth-number: பாகம் –135 : xyxy=(426,847,484,858)
booth-number: பாகம் –136 : xyxy=(426,875,484,886)
booth-organizer-address: ரா.ராகேஷ், 46, பாரதியார் தெரு, பெரியார் நகர், ஆழ்வார்திருநகர், சென்னை. xyxy=(868,439,1089,463)
ward-148-booth-heading: பாக அமைப்பாளர்கள் : xyxy=(537,581,655,594)
